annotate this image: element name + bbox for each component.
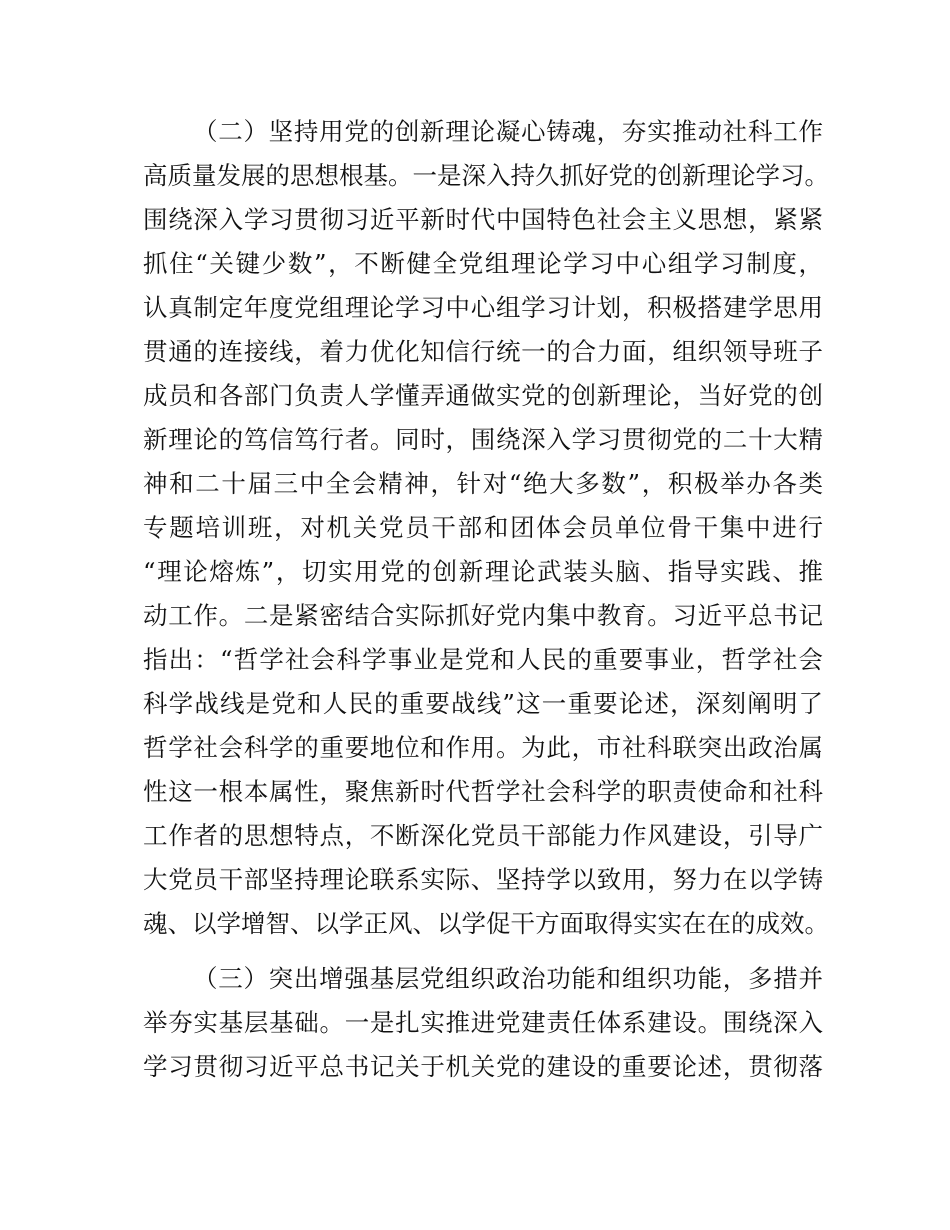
- paragraph-2: [143, 110, 829, 946]
- text-line: 围绕深入学习贯彻习近平新时代中国特色社会主义思想，紧紧: [143, 205, 823, 234]
- text-line: 魂、以学增智、以学正风、以学促干方面取得实实在在的成效。: [143, 909, 829, 938]
- text-line: 抓住“关键少数”，不断健全党组理论学习中心组学习制度，: [143, 249, 823, 278]
- text-line: 哲学社会科学的重要地位和作用。为此，市社科联突出政治属: [143, 733, 823, 762]
- paragraph-gap: [143, 946, 823, 957]
- text-line: 性这一根本属性，聚焦新时代哲学社会科学的职责使命和社科: [143, 777, 823, 806]
- text-line: 举夯实基层基础。一是扎实推进党建责任体系建设。围绕深入: [143, 1008, 823, 1037]
- text-line: 大党员干部坚持理论联系实际、坚持学以致用，努力在以学铸: [143, 865, 823, 894]
- text-line: 专题培训班，对机关党员干部和团体会员单位骨干集中进行: [143, 513, 823, 542]
- text-line: （三）突出增强基层党组织政治功能和组织功能，多措并: [193, 964, 823, 993]
- text-line: 新理论的笃信笃行者。同时，围绕深入学习贯彻党的二十大精: [143, 425, 823, 454]
- text-line: 高质量发展的思想根基。一是深入持久抓好党的创新理论学习。: [143, 161, 829, 190]
- text-line: 神和二十届三中全会精神，针对“绝大多数”，积极举办各类: [143, 469, 823, 498]
- text-line: 科学战线是党和人民的重要战线”这一重要论述，深刻阐明了: [143, 689, 823, 718]
- text-line: 贯通的连接线，着力优化知信行统一的合力面，组织领导班子: [143, 337, 823, 366]
- paragraph-3: [143, 957, 823, 1089]
- text-line: 动工作。二是紧密结合实际抓好党内集中教育。习近平总书记: [143, 601, 823, 630]
- text-line: 成员和各部门负责人学懂弄通做实党的创新理论，当好党的创: [143, 381, 823, 410]
- document-body: [143, 110, 829, 1089]
- text-line: “理论熔炼”，切实用党的创新理论武装头脑、指导实践、推: [143, 557, 823, 586]
- text-line: 学习贯彻习近平总书记关于机关党的建设的重要论述，贯彻落: [143, 1052, 823, 1081]
- text-line: 工作者的思想特点，不断深化党员干部能力作风建设，引导广: [143, 821, 823, 850]
- text-line: 指出：“哲学社会科学事业是党和人民的重要事业，哲学社会: [143, 645, 823, 674]
- text-line: （二）坚持用党的创新理论凝心铸魂，夯实推动社科工作: [193, 117, 823, 146]
- text-line: 认真制定年度党组理论学习中心组学习计划，积极搭建学思用: [143, 293, 823, 322]
